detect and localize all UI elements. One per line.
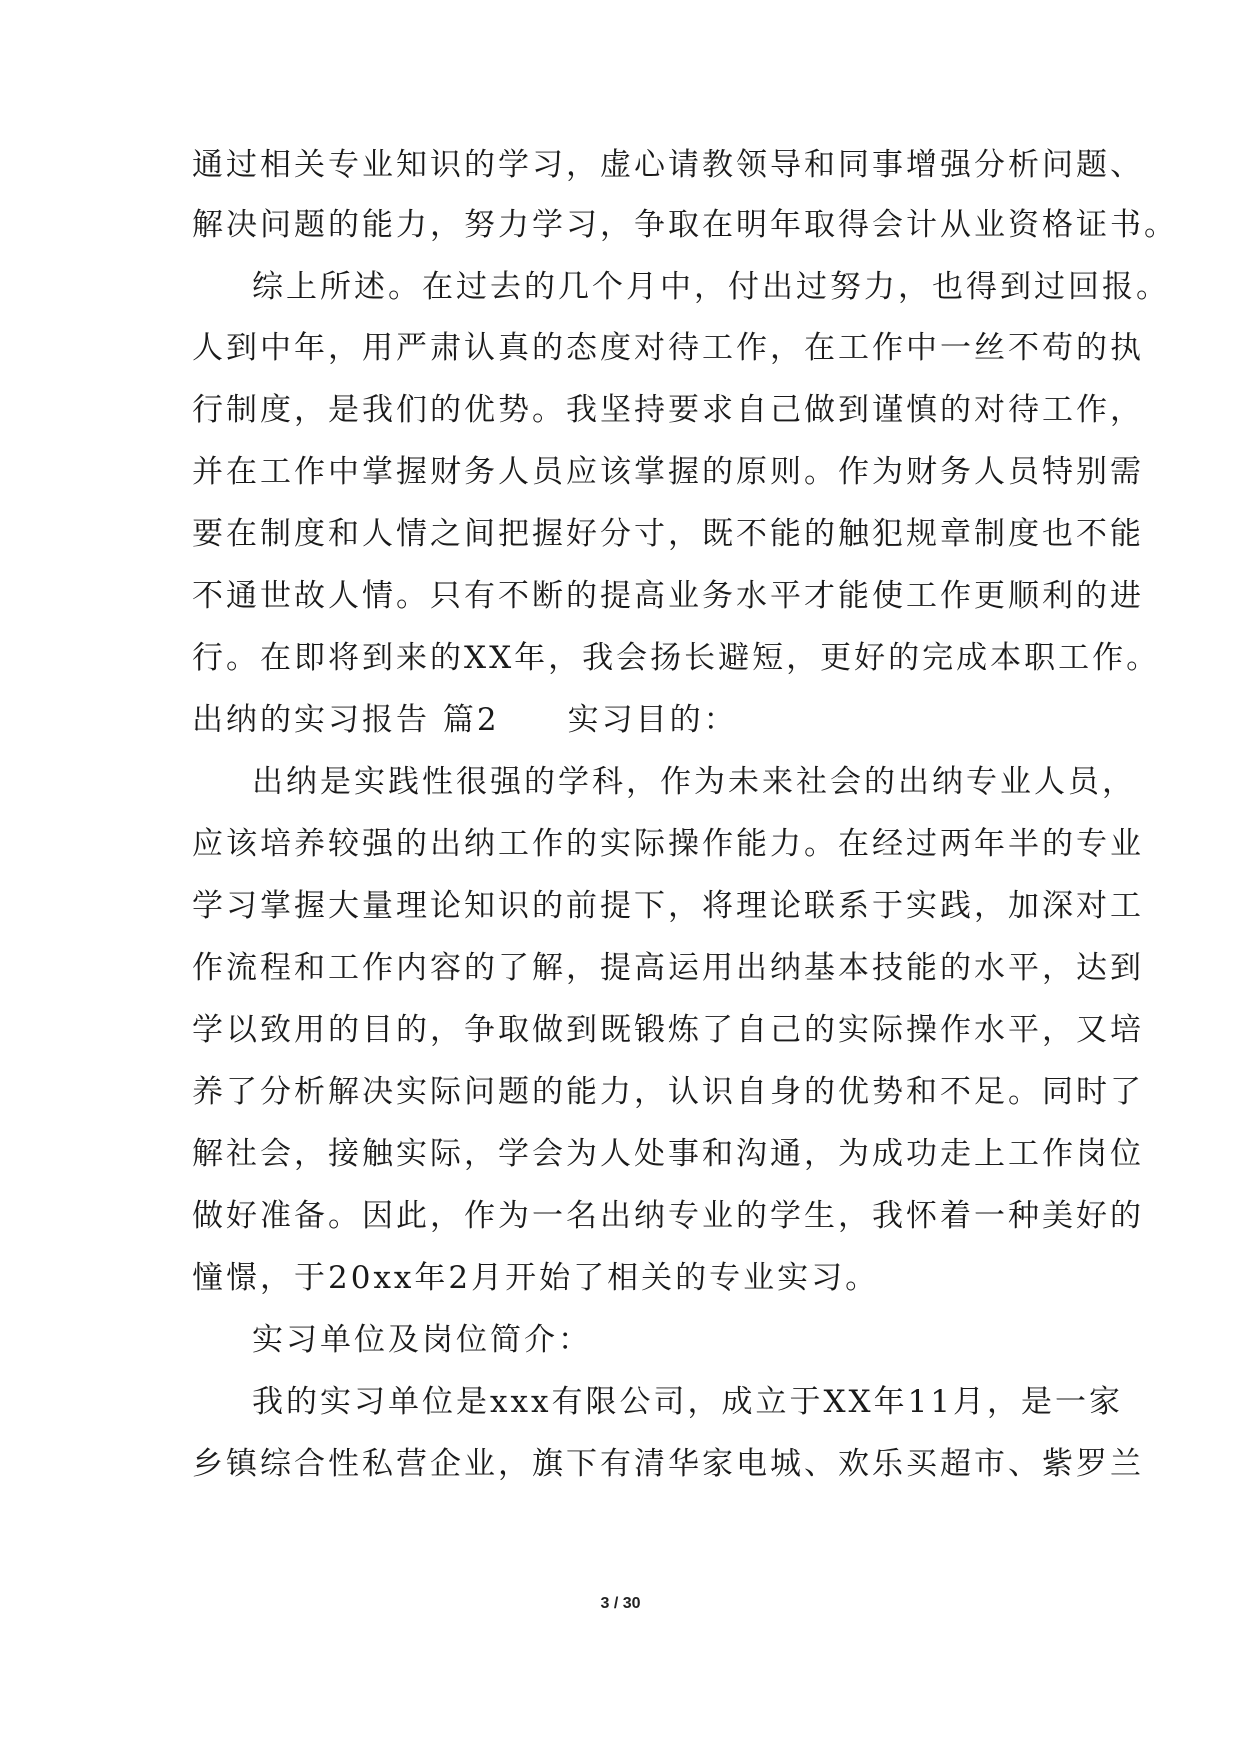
- text-line: 养了分析解决实际问题的能力，认识自身的优势和不足。同时了: [192, 1074, 1144, 1110]
- text-line: 应该培养较强的出纳工作的实际操作能力。在经过两年半的专业: [192, 826, 1144, 862]
- text-line: 行。在即将到来的XX年，我会扬长避短，更好的完成本职工作。: [192, 640, 1161, 676]
- text-line: 并在工作中掌握财务人员应该掌握的原则。作为财务人员特别需: [192, 454, 1144, 490]
- text-line: 出纳是实践性很强的学科，作为未来社会的出纳专业人员，: [252, 764, 1136, 800]
- text-line: 解决问题的能力，努力学习，争取在明年取得会计从业资格证书。: [192, 207, 1178, 243]
- text-line: 人到中年，用严肃认真的态度对待工作，在工作中一丝不苟的执: [192, 330, 1144, 366]
- text-line: 憧憬，于20xx年2月开始了相关的专业实习。: [192, 1260, 880, 1296]
- text-line: 综上所述。在过去的几个月中，付出过努力，也得到过回报。: [252, 269, 1170, 305]
- text-line: 行制度，是我们的优势。我坚持要求自己做到谨慎的对待工作，: [192, 392, 1144, 428]
- text-line: 我的实习单位是xxx有限公司，成立于XX年11月，是一家: [252, 1384, 1124, 1420]
- text-line: 作流程和工作内容的了解，提高运用出纳基本技能的水平，达到: [192, 950, 1144, 986]
- section-heading: 出纳的实习报告 篇2 实习目的：: [192, 702, 738, 738]
- text-line: 解社会，接触实际，学会为人处事和沟通，为成功走上工作岗位: [192, 1136, 1144, 1172]
- text-line: 学以致用的目的，争取做到既锻炼了自己的实际操作水平，又培: [192, 1012, 1144, 1048]
- text-line: 学习掌握大量理论知识的前提下，将理论联系于实践，加深对工: [192, 888, 1144, 924]
- text-line: 要在制度和人情之间把握好分寸，既不能的触犯规章制度也不能: [192, 516, 1144, 552]
- text-line: 通过相关专业知识的学习，虚心请教领导和同事增强分析问题、: [192, 147, 1144, 183]
- text-line: 不通世故人情。只有不断的提高业务水平才能使工作更顺利的进: [192, 578, 1144, 614]
- page-number: 3 / 30: [600, 1595, 641, 1612]
- text-line: 做好准备。因此，作为一名出纳专业的学生，我怀着一种美好的: [192, 1198, 1144, 1234]
- subheading-line: 实习单位及岗位简介：: [252, 1322, 592, 1358]
- text-line: 乡镇综合性私营企业，旗下有清华家电城、欢乐买超市、紫罗兰: [192, 1446, 1144, 1482]
